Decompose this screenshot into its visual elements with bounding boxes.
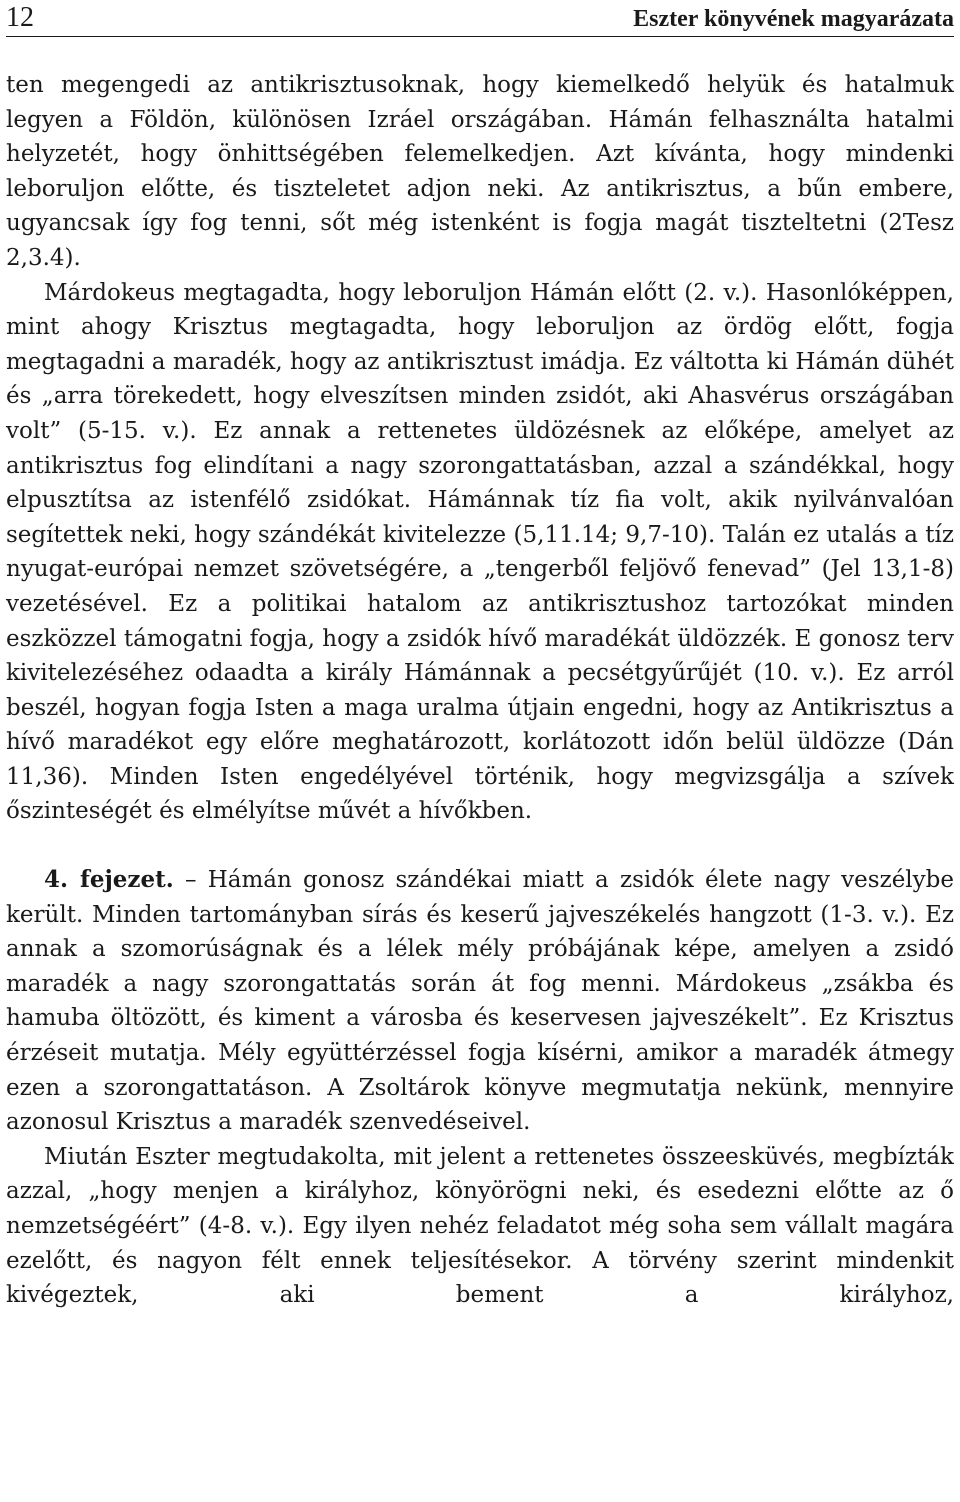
- paragraph-4: Miután Eszter megtudakolta, mit jelent a rettenetes összeesküvés, megbízták azzal, „hogy menjen a királyhoz, könyörögni neki, és esedezni előtte az ő nemzetségéért” (4-8. v.). Egy ilyen nehéz feladatot még soha sem vállalt magára ezelőtt, és nagyon félt ennek teljesítésekor. A törvény szerint mindenkit kivégeztek, aki bement a királyhoz,: [6, 1143, 954, 1309]
- body-text: [6, 68, 954, 1313]
- paragraph-1: ten megengedi az antikrisztusoknak, hogy kiemelkedő helyük és hatalmuk legyen a Földön, különösen Izráel országában. Hámán felhasználta hatalmi helyzetét, hogy önhittségében felemelkedjen. Azt kívánta, hogy mindenki leboruljon előtte, és tiszteletet adjon neki. Az antikrisztus, a bűn embere, ugyancsak így fog tenni, sőt még istenként is fogja magát tiszteltetni (2Tesz 2,3.4).: [6, 72, 954, 271]
- section-gap: [6, 829, 954, 863]
- paragraph-3-text: – Hámán gonosz szándékai miatt a zsidók élete nagy veszélybe került. Minden tartományban sírás és keserű jajveszékelés hangzott (1-3. v.). Ez annak a szomorúságnak és a lélek mély próbájának képe, amelyen a zsidó maradék a nagy szorongattatás során át fog menni. Márdokeus „zsákba és hamuba öltözött, és kiment a városba és keservesen jajveszékelt”. Ez Krisztus érzéseit mutatja. Mély együttérzéssel fogja kísérni, amikor a maradék átmegy ezen a szorongattatáson. A Zsoltárok könyve megmutatja nekünk, mennyire azonosul Krisztus a maradék szenvedéseivel.: [6, 867, 954, 1136]
- running-title: Eszter könyvének magyarázata: [633, 6, 954, 32]
- chapter-heading: 4. fejezet.: [44, 866, 174, 894]
- page-header: [6, 0, 954, 37]
- paragraph-2: Márdokeus megtagadta, hogy leboruljon Hámán előtt (2. v.). Hasonlóképpen, mint ahogy Krisztus megtagadta, hogy leboruljon az ördög előtt, fogja megtagadni a maradék, hogy az antikrisztust imádja. Ez váltotta ki Hámán dühét és „arra törekedett, hogy elveszítsen minden zsidót, aki Ahasvérus országában volt” (5-15. v.). Ez annak a rettenetes üldözésnek az előképe, amelyet az antikrisztus fog elindítani a nagy szorongattatásban, azzal a szándékkal, hogy elpusztítsa az istenfélő zsidókat. Hámánnak tíz fia volt, akik nyilvánvalóan segítettek neki, hogy szándékát kivitelezze (5,11.14; 9,7-10). Talán ez utalás a tíz nyugat-európai nemzet szövetségére, a „tengerből feljövő fenevad” (Jel 13,1-8) vezetésével. Ez a politikai hatalom az antikrisztushoz tartozókat minden eszközzel támogatni fogja, hogy a zsidók hívő maradékát üldözzék. E gonosz terv kivitelezéséhez odaadta a király Hámánnak a pecsétgyűrűjét (10. v.). Ez arról beszél, hogyan fogja Isten a maga uralma útjain engedni, hogy az Antikrisztus a hívő maradékot egy előre meghatározott, korlátozott időn belül üldözze (Dán 11,36). Minden Isten engedélyével történik, hogy megvizsgálja a szívek őszinteségét és elmélyítse művét a hívőkben.: [6, 279, 954, 825]
- paragraph-3: [6, 863, 954, 1140]
- page-number: 12: [6, 2, 34, 33]
